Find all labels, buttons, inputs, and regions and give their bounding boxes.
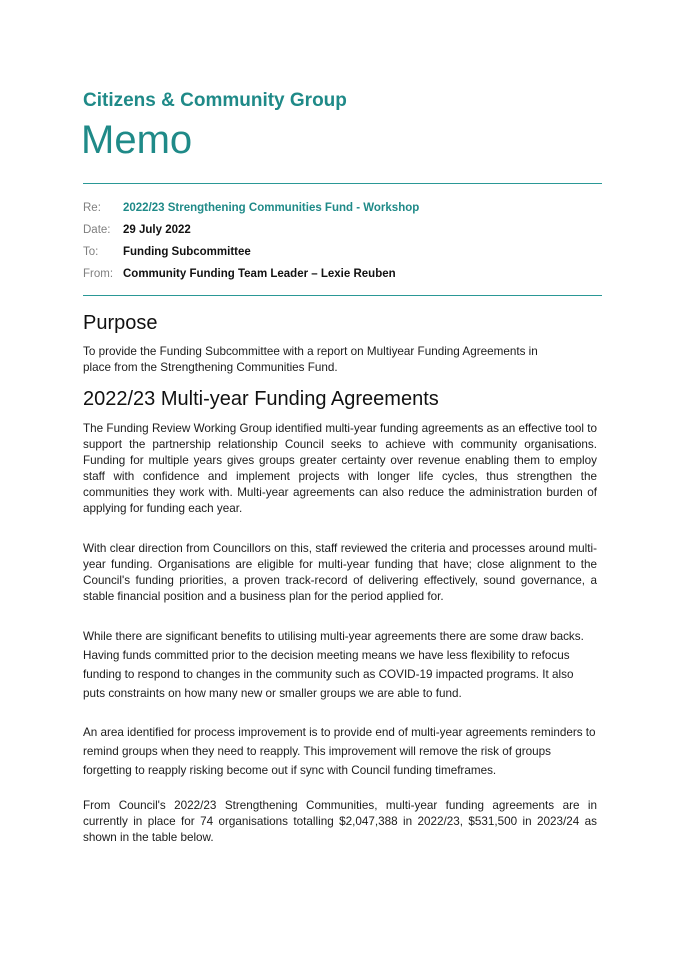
- agreements-paragraph-1: The Funding Review Working Group identified multi-year funding agreements as an effective tool to support the partnership relationship Council seeks to achieve with community organisations. Funding for multiple years gives groups greater certainty over revenue enabling them to employ staff with confidence and implement projects with longer life cycles, thus strengthen the communities they work with. Multi-year agreements can also reduce the administration burden of applying for funding each year.: [83, 422, 597, 515]
- agreements-paragraph-4: An area identified for process improvement is to provide end of multi-year agreements reminders to remind groups when they need to reapply. This improvement will remove the risk of groups forgetting to reapply risking become out if sync with Council funding timeframes.: [83, 726, 596, 777]
- meta-value-to: Funding Subcommittee: [123, 246, 251, 258]
- agreements-paragraph-2: With clear direction from Councillors on this, staff reviewed the criteria and processes around multi-year funding. Organisations are eligible for multi-year funding that have; close alignment to the Council's funding priorities, a proven track-record of delivering effectively, sound governance, a stable financial position and a business plan for the period applied for.: [83, 542, 597, 603]
- agreements-paragraph-5: From Council's 2022/23 Strengthening Communities, multi-year funding agreements are in currently in place for 74 organisations totalling $2,047,388 in 2022/23, $531,500 in 2023/24 as shown in the table below.: [83, 799, 597, 844]
- meta-label-to: To:: [83, 246, 99, 258]
- agreements-heading: 2022/23 Multi-year Funding Agreements: [83, 388, 439, 410]
- meta-label-from: From:: [83, 268, 114, 280]
- organization-name: Citizens & Community Group: [83, 90, 347, 111]
- meta-value-from: Community Funding Team Leader – Lexie Reuben: [123, 268, 396, 280]
- meta-divider: [83, 295, 602, 296]
- document-type-title: Memo: [81, 118, 193, 162]
- purpose-heading: Purpose: [83, 312, 158, 334]
- agreements-paragraph-3: While there are significant benefits to utilising multi-year agreements there are some draw backs. Having funds committed prior to the decision meeting means we have less flexibility to refocus funding to respond to changes in the community such as COVID-19 impacted programs. It also puts constraints on how many new or smaller groups we are able to fund.: [83, 630, 584, 700]
- meta-label-re: Re:: [83, 202, 101, 214]
- purpose-paragraph: To provide the Funding Subcommittee with a report on Multiyear Funding Agreements in place from the Strengthening Communities Fund.: [83, 345, 538, 374]
- meta-value-re: 2022/23 Strengthening Communities Fund - Workshop: [123, 202, 420, 214]
- header-divider: [83, 183, 602, 184]
- meta-label-date: Date:: [83, 224, 111, 236]
- meta-value-date: 29 July 2022: [123, 224, 191, 236]
